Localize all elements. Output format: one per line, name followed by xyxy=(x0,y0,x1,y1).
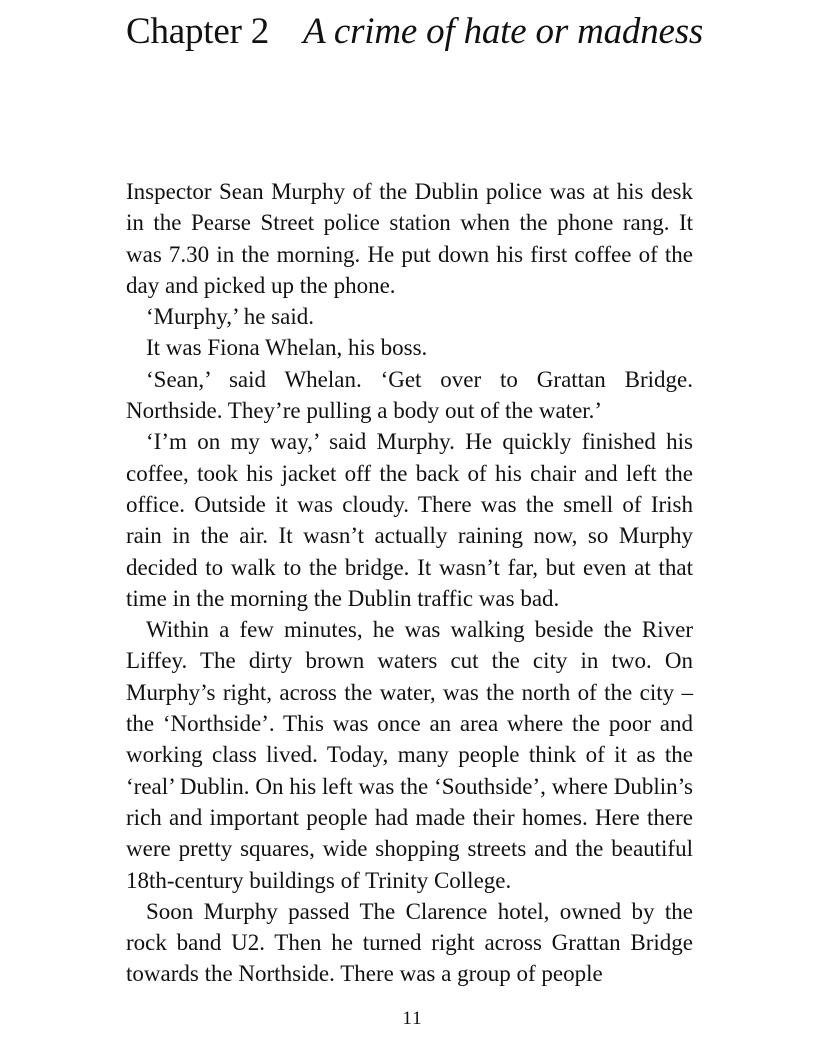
paragraph: ‘Sean,’ said Whelan. ‘Get over to Grattan Bridge. Northside. They’re pulling a body out of the water.’ xyxy=(126,366,693,424)
page-number: 11 xyxy=(402,1008,423,1029)
body-text xyxy=(126,176,693,990)
chapter-label: Chapter 2 xyxy=(126,11,270,52)
paragraph: It was Fiona Whelan, his boss. xyxy=(146,335,428,361)
paragraph: ‘Murphy,’ he said. xyxy=(146,304,314,330)
chapter-heading xyxy=(126,10,703,54)
chapter-title: A crime of hate or madness xyxy=(303,11,704,52)
paragraph: ‘I’m on my way,’ said Murphy. He quickly finished his coffee, took his jacket off the back of his chair and left the office. Outside it was cloudy. There was the smell of Irish rain in the air. It wasn’t actually raining now, so Murphy decided to walk to the bridge. It wasn’t far, but even at that time in the morning the Dublin traffic was bad. xyxy=(126,429,693,611)
paragraph: Inspector Sean Murphy of the Dublin police was at his desk in the Pearse Street police station when the phone rang. It was 7.30 in the morning. He put down his first coffee of the day and picked up the phone. xyxy=(126,179,693,298)
paragraph: Within a few minutes, he was walking beside the River Liffey. The dirty brown waters cut the city in two. On Murphy’s right, across the water, was the north of the city – the ‘Northside’. This was once an area where the poor and working class lived. Today, many people think of it as the ‘real’ Dublin. On his left was the ‘Southside’, where Dublin’s rich and important people had made their homes. Here there were pretty squares, wide shopping streets and the beautiful 18th-century buildings of Trinity College. xyxy=(126,617,693,893)
paragraph: Soon Murphy passed The Clarence hotel, owned by the rock band U2. Then he turned right across Grattan Bridge towards the Northside. There was a group of people xyxy=(126,898,693,987)
